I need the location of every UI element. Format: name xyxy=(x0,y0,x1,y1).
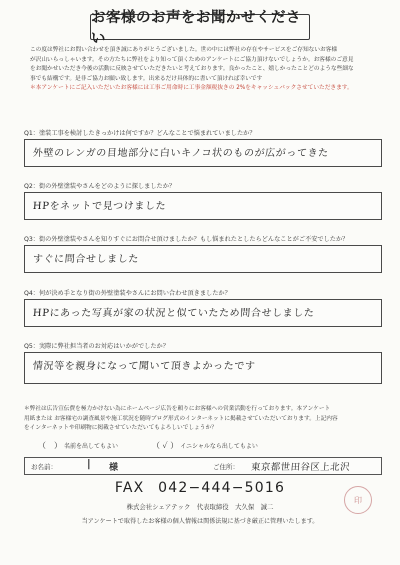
notice-line: ＊弊社は広告宣伝費を極力かけない為にホームページ広告を頼りにお客様への営業活動を行っております。本アンケート xyxy=(24,406,331,412)
name-field[interactable]: | xyxy=(87,459,91,470)
publication-notice xyxy=(24,405,382,434)
name-label: お名前： xyxy=(31,463,57,471)
question-4-answer-box[interactable] xyxy=(24,299,382,327)
question-2-label: Q2：街の外壁塗装やさんをどのように探しましたか？ xyxy=(24,183,176,190)
notice-line: をインターネットや印刷物に掲載させていただいてもよろしいでしょうか？ xyxy=(24,425,217,432)
question-5-label: Q5：実際に弊社担当者のお対応はいかがでしたか？ xyxy=(24,343,169,350)
fax-contact xyxy=(0,480,400,496)
question-5-answer: 情況等を親身になって聞いて頂きよかったです xyxy=(32,361,256,372)
consent-option-initials[interactable] xyxy=(152,440,258,451)
cashback-note: ＊本アンケートにご記入いただいたお客様には工事ご用命時に工事金額税抜きの 2%をキャッシュバックさせていただきます。 xyxy=(30,85,353,92)
question-2-answer-box[interactable] xyxy=(24,192,382,220)
consent-label-name: 名前を出してもよい xyxy=(64,443,119,450)
consent-checkbox-name[interactable]: （ ） xyxy=(38,441,62,450)
question-1-answer-box[interactable] xyxy=(24,139,382,167)
privacy-line: 当アンケートで取得したお客様の個人情報は関係法規に基づき厳正に管理いたします。 xyxy=(81,518,319,525)
question-1-answer: 外壁のレンガの目地部分に白いキノコ状のものが広がってきた xyxy=(32,148,330,159)
fax-label: FAX xyxy=(114,480,145,496)
question-3-answer: すぐに問合せしました xyxy=(32,254,140,265)
intro-text xyxy=(30,46,376,94)
question-4-label: Q4：何が決め手となり街の外壁塗装やさんにお問い合わせ頂きましたか？ xyxy=(24,290,231,297)
form-title: お客様のお声をお聞かせください xyxy=(90,14,310,40)
consent-checkbox-initials[interactable]: （ ✓ ） xyxy=(152,441,179,450)
customer-info-row xyxy=(24,457,382,475)
address-field[interactable]: 東京都世田谷区上北沢 xyxy=(250,462,351,473)
company-line: 株式会社シェアテック 代表取締役 大久保 誠二 xyxy=(126,503,274,511)
honorific: 様 xyxy=(109,463,119,473)
question-3-answer-box[interactable] xyxy=(24,245,382,273)
consent-label-initials: イニシャルなら出してもよい xyxy=(180,443,258,450)
question-4-answer: HPにあった写真が家の状況と似ていたため問合せしました xyxy=(32,308,315,319)
question-1-label: Q1：塗装工事を検討したきっかけは何ですか？どんなことで悩まれていましたか？ xyxy=(24,130,256,137)
intro-line: をお聞かせいただき今後の活動に反映させていただきたいと考えております。良かったこと、嬉しかったことどのような些細な xyxy=(30,66,354,73)
seal-stamp: 印 xyxy=(344,486,372,514)
question-5-answer-box[interactable] xyxy=(24,352,382,384)
notice-line: 用紙または お客様宅の調査風景や施工状況を随時ブログ形式のインターネットに掲載させていただいております。上記内容 xyxy=(24,415,338,422)
intro-line: この度は弊社にお問い合わせを頂き誠にありがとうございました。世の中には弊社の存在やサービスをご存知ないお客様 xyxy=(30,47,338,53)
consent-option-name[interactable] xyxy=(38,440,118,451)
address-label: ご住所： xyxy=(213,463,239,471)
question-3-label: Q3：街の外壁塗装やさんを知りすぐにお問合せ頂けましたか？もし悩まれたとしたらどんなことがご不安でしたか？ xyxy=(24,236,349,243)
intro-line: 事でも結構です。是非ご協力お願い致します。出来るだけ具体的に書いて頂ければ幸いです xyxy=(30,75,263,82)
fax-number: 042−444−5016 xyxy=(158,480,286,496)
question-2-answer: HPをネットで見つけました xyxy=(32,201,167,212)
consent-options xyxy=(38,440,368,451)
intro-line: が沢山いらっしゃいます。その方たちに弊社をより知って頂くためのアンケートにご協力頂けないでしょうか。お客様のご意見 xyxy=(30,56,354,63)
